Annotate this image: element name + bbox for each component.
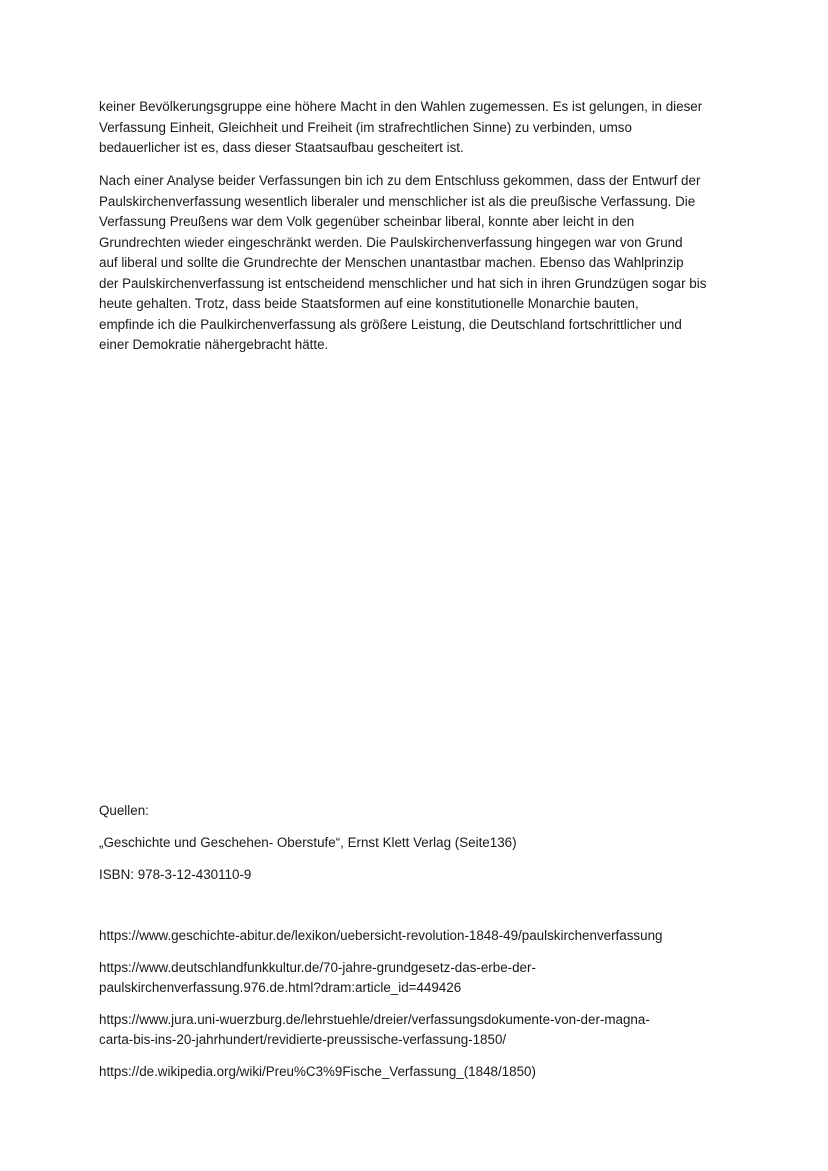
paragraph-1 bbox=[99, 97, 739, 159]
source-link[interactable]: https://www.deutschlandfunkkultur.de/70-jahre-grundgesetz-das-erbe-der- bbox=[99, 960, 536, 975]
text-line: Verfassung Preußens war dem Volk gegenüber scheinbar liberal, konnte aber leicht in den bbox=[99, 214, 635, 229]
text-line: empfinde ich die Paulkirchenverfassung als größere Leistung, die Deutschland fortschrittlicher und bbox=[99, 316, 682, 332]
text-line: der Paulskirchenverfassung ist entscheidend menschlicher und hat sich in ihren Grundzügen sogar bis bbox=[99, 275, 707, 291]
source-isbn: ISBN: 978-3-12-430110-9 bbox=[99, 867, 252, 882]
text-line: Paulskirchenverfassung wesentlich liberaler und menschlicher ist als die preußische Verfassung. Die bbox=[99, 193, 696, 209]
paragraph-2 bbox=[99, 171, 739, 356]
source-link[interactable]: https://www.jura.uni-wuerzburg.de/lehrstuehle/dreier/verfassungsdokumente-von-der-magna- bbox=[99, 1012, 650, 1027]
text-line: Nach einer Analyse beider Verfassungen bin ich zu dem Entschluss gekommen, dass der Entwurf der bbox=[99, 173, 701, 188]
source-link-continuation[interactable]: carta-bis-ins-20-jahrhundert/revidierte-preussische-verfassung-1850/ bbox=[99, 1032, 507, 1047]
source-book: „Geschichte und Geschehen- Oberstufe“, Ernst Klett Verlag (Seite136) bbox=[99, 835, 517, 850]
text-line: auf liberal und sollte die Grundrechte der Menschen unantastbar machen. Ebenso das Wahlprinzip bbox=[99, 255, 684, 270]
source-link[interactable]: https://de.wikipedia.org/wiki/Preu%C3%9Fische_Verfassung_(1848/1850) bbox=[99, 1064, 536, 1079]
source-link[interactable]: https://www.geschichte-abitur.de/lexikon/uebersicht-revolution-1848-49/paulskirchenverfassung bbox=[99, 928, 663, 943]
text-line: Verfassung Einheit, Gleichheit und Freiheit (im strafrechtlichen Sinne) zu verbinden, umso bbox=[99, 119, 632, 135]
text-line: einer Demokratie nähergebracht hätte. bbox=[99, 337, 329, 352]
text-line: heute gehalten. Trotz, dass beide Staatsformen auf eine konstitutionelle Monarchie bauten, bbox=[99, 296, 639, 311]
text-line: bedauerlicher ist es, dass dieser Staatsaufbau gescheitert ist. bbox=[99, 140, 464, 155]
text-line: keiner Bevölkerungsgruppe eine höhere Macht in den Wahlen zugemessen. Es ist gelungen, in dieser bbox=[99, 99, 703, 114]
text-line: Grundrechten wieder eingeschränkt werden. Die Paulskirchenverfassung hingegen war von Grund bbox=[99, 234, 683, 250]
sources-heading: Quellen: bbox=[99, 803, 149, 818]
source-link-continuation[interactable]: paulskirchenverfassung.976.de.html?dram:article_id=449426 bbox=[99, 980, 462, 995]
